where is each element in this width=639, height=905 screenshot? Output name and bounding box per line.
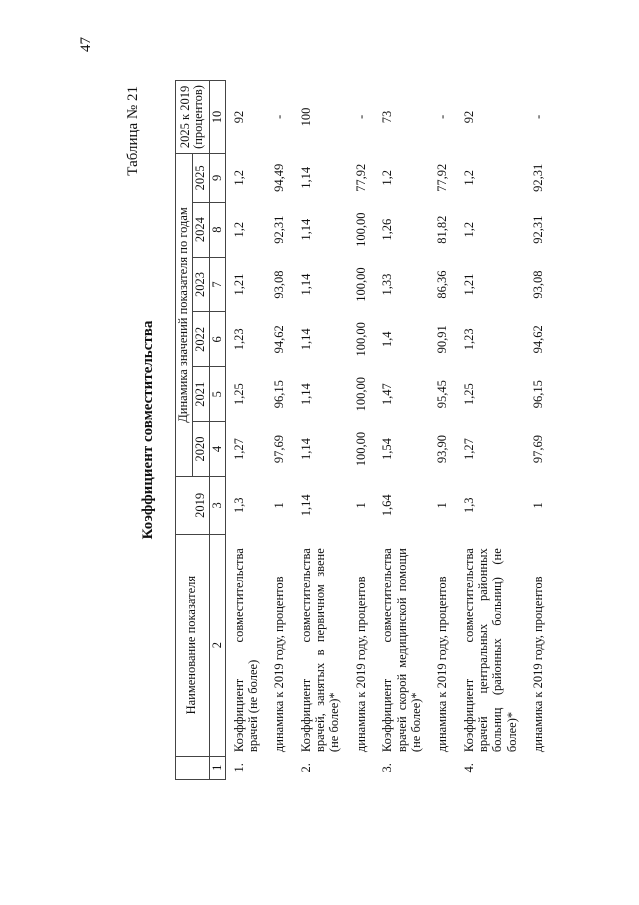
table-row — [456, 81, 526, 780]
value-cell: 1,21 — [461, 273, 476, 296]
value-cell: 1,33 — [380, 273, 395, 296]
value-cell: 95,45 — [435, 380, 450, 409]
value-cell: 100,00 — [353, 431, 368, 467]
column-index: 5 — [209, 367, 225, 422]
row-number — [266, 756, 292, 779]
value-cell: 1,2 — [461, 221, 476, 238]
table-row — [525, 81, 551, 780]
value-cell: 92,31 — [531, 163, 546, 192]
value-cell: - — [531, 114, 546, 120]
value-cell: 1,14 — [298, 218, 313, 241]
value-cell: 1,25 — [231, 383, 246, 406]
value-cell: - — [272, 114, 287, 120]
page-number: 47 — [78, 37, 94, 52]
value-cell: - — [435, 114, 450, 120]
value-cell: 94,62 — [272, 325, 287, 354]
value-cell: 96,15 — [272, 380, 287, 409]
value-cell: 1,14 — [298, 328, 313, 351]
value-cell: 1,2 — [231, 221, 246, 238]
table-body — [225, 81, 552, 780]
value-cell: 1,14 — [298, 273, 313, 296]
value-cell: 100 — [298, 107, 313, 127]
value-cell: 90,91 — [435, 325, 450, 354]
row-number: 2. — [298, 763, 313, 773]
value-cell: 1 — [272, 502, 287, 509]
indicator-name: Коэффициент совместительства врачей скорой медицинской помощи (не более)* — [380, 548, 423, 753]
indicator-name: динамика к 2019 году, процентов — [531, 576, 546, 753]
value-cell: 77,92 — [435, 163, 450, 192]
value-cell: 92,31 — [272, 215, 287, 244]
value-cell: 96,15 — [531, 380, 546, 409]
table-row — [293, 81, 348, 780]
value-cell: 100,00 — [353, 322, 368, 357]
header-ratio: 2025 к 2019 (процентов) — [176, 81, 210, 154]
value-cell: 86,36 — [435, 270, 450, 299]
header-year: 2020 — [192, 422, 209, 477]
column-index: 9 — [209, 153, 225, 202]
header-cell-num — [176, 756, 210, 779]
table-row — [348, 81, 374, 780]
indicator-name: Коэффициент совместительства врачей, занятых в первичном звене (не более)* — [298, 548, 342, 753]
value-cell: 1,23 — [231, 328, 246, 351]
value-cell: 100,00 — [353, 267, 368, 302]
value-cell: 94,62 — [531, 325, 546, 354]
column-index: 4 — [209, 422, 225, 477]
value-cell: 1,21 — [231, 273, 246, 296]
column-index: 7 — [209, 257, 225, 312]
table-row — [429, 81, 455, 780]
value-cell: 92 — [461, 110, 476, 124]
value-cell: 1,4 — [380, 331, 395, 348]
value-cell: 1,14 — [298, 383, 313, 406]
value-cell: - — [353, 114, 368, 120]
value-cell: 100,00 — [353, 212, 368, 247]
value-cell: 1,14 — [298, 494, 313, 517]
table-title: Коэффициент совместительства — [140, 320, 156, 540]
header-year: 2022 — [192, 312, 209, 367]
row-number: 1. — [231, 763, 246, 773]
indicator-name: Коэффициент совместительства врачей (не более) — [231, 548, 260, 753]
column-index: 2 — [209, 534, 225, 756]
column-index: 10 — [209, 81, 225, 154]
value-cell: 94,49 — [272, 163, 287, 192]
indicator-name: динамика к 2019 году, процентов — [353, 576, 368, 753]
value-cell: 93,08 — [531, 270, 546, 299]
value-cell: 1,47 — [380, 383, 395, 406]
value-cell: 92 — [231, 110, 246, 124]
value-cell: 97,69 — [272, 434, 287, 464]
value-cell: 1,54 — [380, 438, 395, 460]
column-index: 1 — [209, 756, 225, 779]
value-cell: 100,00 — [353, 377, 368, 412]
column-index: 8 — [209, 202, 225, 257]
data-table — [175, 80, 552, 780]
value-cell: 97,69 — [531, 434, 546, 464]
header-year: 2024 — [192, 202, 209, 257]
header-year: 2019 — [176, 476, 210, 534]
value-cell: 1 — [531, 502, 546, 509]
row-number — [348, 756, 374, 779]
header-row-1 — [176, 81, 193, 780]
value-cell: 81,82 — [435, 215, 450, 244]
value-cell: 1,2 — [231, 170, 246, 186]
header-dynamics-group: Динамика значений показателя по годам — [176, 153, 193, 476]
value-cell: 1,14 — [298, 438, 313, 460]
column-index: 3 — [209, 476, 225, 534]
indicator-name: динамика к 2019 году, процентов — [272, 576, 287, 753]
indicator-name: динамика к 2019 году, процентов — [435, 576, 450, 753]
value-cell: 93,90 — [435, 434, 450, 464]
rotated-content — [125, 80, 615, 780]
value-cell: 1,26 — [380, 218, 395, 241]
header-year: 2023 — [192, 257, 209, 312]
header-year: 2021 — [192, 367, 209, 422]
value-cell: 1,14 — [298, 166, 313, 189]
value-cell: 1,3 — [231, 497, 246, 514]
row-number — [525, 756, 551, 779]
value-cell: 1,2 — [380, 170, 395, 186]
header-name: Наименование показателя — [176, 534, 210, 756]
value-cell: 1,27 — [231, 438, 246, 460]
value-cell: 1,3 — [461, 497, 476, 514]
row-number — [429, 756, 455, 779]
row-number: 4. — [461, 763, 476, 773]
value-cell: 1,27 — [461, 438, 476, 460]
table-row — [266, 81, 292, 780]
table-number: Таблица № 21 — [125, 86, 141, 176]
value-cell: 1 — [353, 502, 368, 509]
value-cell: 1,23 — [461, 328, 476, 351]
table-row — [225, 81, 266, 780]
row-number: 3. — [380, 763, 395, 773]
value-cell: 1,25 — [461, 383, 476, 406]
indicator-name: Коэффициент совместительства врачей центральных районных больниц (районных больниц) (не более)* — [461, 548, 519, 753]
value-cell: 1 — [435, 502, 450, 509]
table-row — [374, 81, 429, 780]
value-cell: 93,08 — [272, 270, 287, 299]
value-cell: 1,64 — [380, 494, 395, 517]
value-cell: 73 — [380, 110, 395, 124]
value-cell: 1,2 — [461, 170, 476, 186]
column-index: 6 — [209, 312, 225, 367]
value-cell: 77,92 — [353, 163, 368, 192]
header-year: 2025 — [192, 153, 209, 202]
column-index-row — [209, 81, 225, 780]
value-cell: 92,31 — [531, 215, 546, 244]
